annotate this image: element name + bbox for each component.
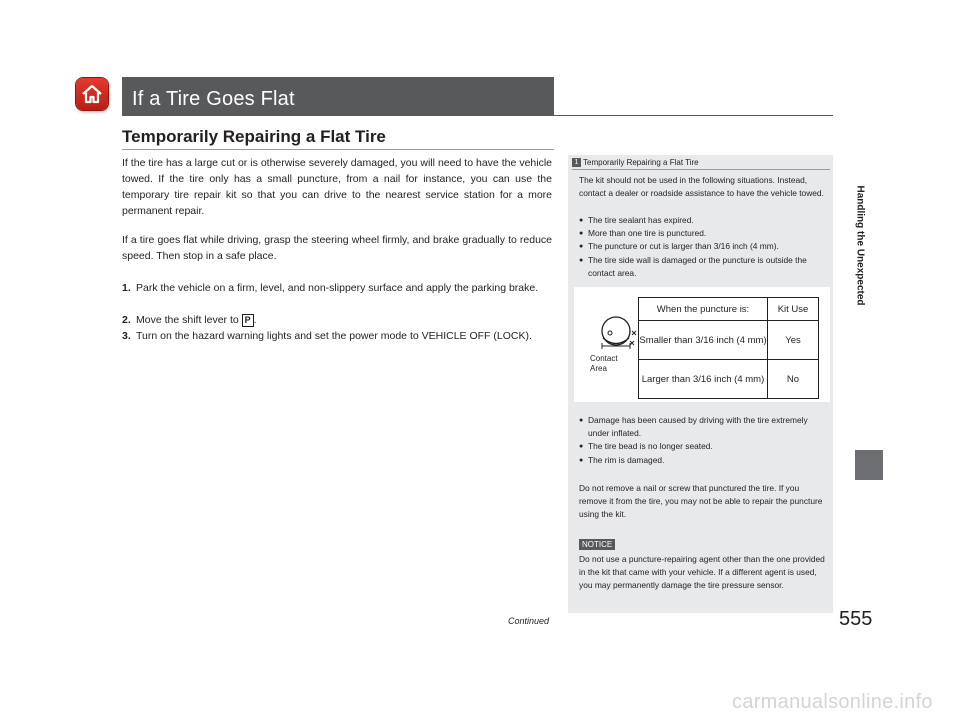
- step-2: [122, 312, 552, 328]
- table-row: [639, 360, 819, 399]
- driving-paragraph: If a tire goes flat while driving, grasp the steering wheel firmly, and brake gradually to reduce speed. Then stop in a safe place.: [122, 234, 552, 262]
- section-divider: [122, 149, 554, 150]
- step-3: [122, 328, 552, 344]
- page-title-bar: [122, 77, 554, 115]
- table-cell: Smaller than 3/16 inch (4 mm): [639, 321, 768, 360]
- step-number: 3.: [122, 330, 131, 342]
- step-text-before: Move the shift lever to: [136, 314, 242, 326]
- notice-text: Do not use a puncture-repairing agent other than the one provided in the kit that came with your vehicle. If a different agent is used, you may permanently damage the tire pressure sensor.: [579, 554, 825, 591]
- park-key-badge: P: [242, 314, 254, 327]
- table-cell: No: [768, 360, 819, 399]
- step-text: Park the vehicle on a firm, level, and non-slippery surface and apply the parking brake.: [136, 282, 539, 294]
- page-number: 555: [839, 608, 873, 630]
- chapter-tab-marker[interactable]: [855, 450, 883, 480]
- table-cell: Larger than 3/16 inch (4 mm): [639, 360, 768, 399]
- list-item: ● More than one tire is punctured.: [579, 227, 827, 240]
- list-item: ● The tire sealant has expired.: [579, 214, 827, 227]
- puncture-table: [638, 297, 819, 399]
- sidebar-bullets-1: [579, 214, 827, 280]
- table-header-cell: When the puncture is:: [639, 298, 768, 321]
- chapter-label: Handling the Unexpected: [854, 185, 866, 306]
- chapter-side-tab[interactable]: [855, 60, 865, 455]
- nail-warning: Do not remove a nail or screw that punctured the tire. If you remove it from the tire, you may not be able to repair the puncture using the kit.: [579, 483, 823, 520]
- contact-area-label: Contact Area: [590, 354, 618, 373]
- list-item: ● The rim is damaged.: [579, 454, 827, 467]
- intro-paragraph: If the tire has a large cut or is otherwise severely damaged, you will need to have the vehicle towed. If the tire only has a small puncture, from a nail for instance, you can use the temporary tire repair kit so that you can drive to the nearest service station for a more permanent repair.: [122, 157, 552, 217]
- home-icon: [80, 82, 104, 106]
- section-title: Temporarily Repairing a Flat Tire: [122, 127, 386, 146]
- list-item: ● The tire side wall is damaged or the puncture is outside the contact area.: [579, 254, 827, 280]
- sidebar-heading: [572, 158, 699, 167]
- sidebar-bullets-2: [579, 414, 827, 467]
- notice-badge: NOTICE: [579, 539, 615, 550]
- sidebar-divider: [572, 169, 830, 170]
- table-header-cell: Kit Use: [768, 298, 819, 321]
- home-button[interactable]: [76, 78, 108, 110]
- step-text-after: .: [253, 314, 257, 326]
- step-1: [122, 280, 552, 296]
- list-item: ● The tire bead is no longer seated.: [579, 440, 827, 453]
- table-row: [639, 321, 819, 360]
- step-number: 1.: [122, 282, 131, 294]
- table-header-row: [639, 298, 819, 321]
- sidebar-intro: The kit should not be used in the following situations. Instead, contact a dealer or roadside assistance to have the vehicle towed.: [579, 175, 824, 199]
- step-text: Turn on the hazard warning lights and set the power mode to VEHICLE OFF (LOCK).: [136, 330, 532, 342]
- list-item: ● Damage has been caused by driving with the tire extremely under inflated.: [579, 414, 827, 440]
- step-text: [136, 312, 552, 328]
- table-cell: Yes: [768, 321, 819, 360]
- sidebar-heading-text: Temporarily Repairing a Flat Tire: [583, 158, 699, 167]
- note-marker-icon: 1: [572, 158, 581, 167]
- page-title: If a Tire Goes Flat: [132, 88, 295, 110]
- continued-label: Continued: [508, 616, 550, 626]
- step-number: 2.: [122, 314, 131, 326]
- watermark: carmanualsonline.info: [732, 691, 933, 713]
- title-divider: [122, 115, 833, 116]
- list-item: ● The puncture or cut is larger than 3/16 inch (4 mm).: [579, 240, 827, 253]
